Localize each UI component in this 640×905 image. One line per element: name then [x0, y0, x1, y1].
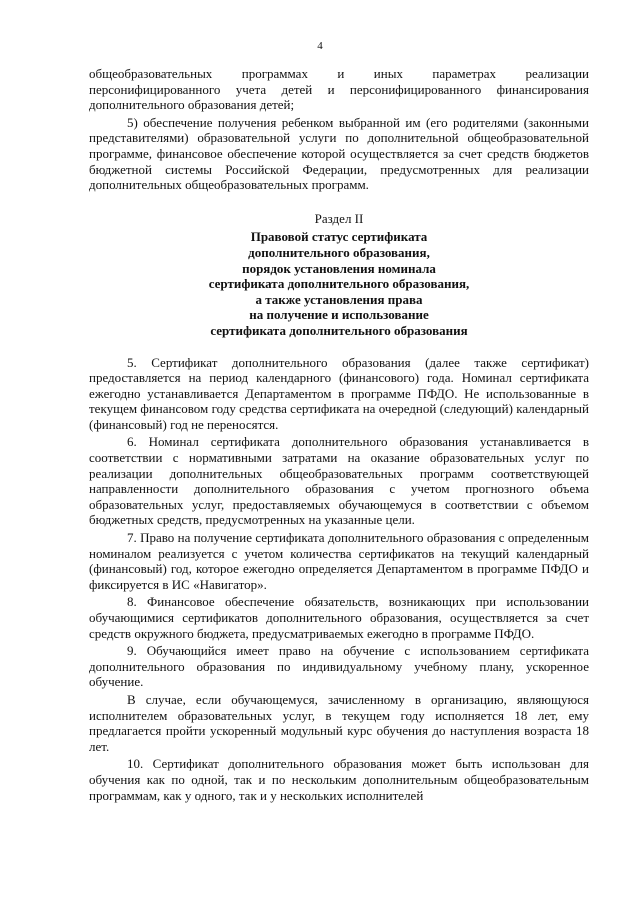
section-title-line-3: порядок установления номинала — [242, 260, 436, 276]
section-title — [89, 229, 589, 338]
section-title-line-6: на получение и использование — [249, 307, 429, 323]
page-number: 4 — [317, 40, 323, 52]
section-title-line-2: дополнительного образования, — [248, 244, 430, 260]
document-body — [89, 66, 589, 803]
paragraph-7: 7. Право на получение сертификата дополнительного образования с определенным номиналом реализуется с учетом количества сертификатов на текущий календарный (финансовый) год, которое ежегодно определяется Департаментом в программе ПФДО и фиксируется в ИС «Навигатор». — [89, 530, 589, 592]
paragraph-9: 9. Обучающийся имеет право на обучение с использованием сертификата дополнительного образования по индивидуальному учебному плану, ускоренное обучение. — [89, 643, 589, 690]
section-title-line-1: Правовой статус сертификата — [250, 229, 428, 245]
intro-paragraph-2: 5) обеспечение получения ребенком выбранной им (его родителями (законными представителями) образовательной услуги по дополнительной общеобразовательной программе, финансовое обеспечение которой осуществляется за счет средств бюджетов бюджетной системы Российской Федерации, предусмотренных для реализации дополнительных общеобразовательных программ. — [89, 114, 589, 193]
section-title-line-7: сертификата дополнительного образования — [210, 322, 468, 338]
paragraph-10: 10. Сертификат дополнительного образования может быть использован для обучения как по одной, так и по нескольким дополнительным общеобразовательным программам, как у одного, так и у нескольких исполнителей — [89, 756, 589, 803]
intro-paragraph-1: общеобразовательных программах и иных параметрах реализации персонифицированного учета детей и персонифицированного финансирования дополнительного образования детей; — [89, 66, 589, 113]
section-title-line-4: сертификата дополнительного образования, — [208, 276, 470, 292]
paragraph-6: 6. Номинал сертификата дополнительного образования устанавливается в соответствии с нормативными затратами на оказание образовательных услуг по реализации дополнительных общеобразовательных программ соответствующей направленности дополнительного образования с учетом прогнозного объема образовательных услуг, предоставляемых обучающемуся в соответствии с объемом бюджетных средств, предусмотренных на указанные цели. — [89, 434, 589, 528]
section-title-line-5: а также установления права — [255, 291, 423, 307]
section-label: Раздел II — [314, 210, 364, 226]
paragraph-9-continuation: В случае, если обучающемуся, зачисленному в организацию, являющуюся исполнителем образовательных услуг, в текущем году исполняется 18 лет, ему предлагается пройти ускоренный модульный курс обучения до наступления возраста 18 лет. — [89, 691, 589, 754]
paragraph-8: 8. Финансовое обеспечение обязательств, возникающих при использовании обучающимися сертификатов дополнительного образования, осуществляется за счет средств окружного бюджета, предусматриваемых ежегодно в программе ПФДО. — [89, 594, 589, 641]
paragraph-5: 5. Сертификат дополнительного образования (далее также сертификат) предоставляется на период календарного (финансового) года. Номинал сертификата ежегодно устанавливается Департаментом в программе ПФДО. Не использованные в текущем финансовом году средства сертификата на очередной (следующий) календарный (финансовый) год не переносятся. — [89, 354, 589, 432]
